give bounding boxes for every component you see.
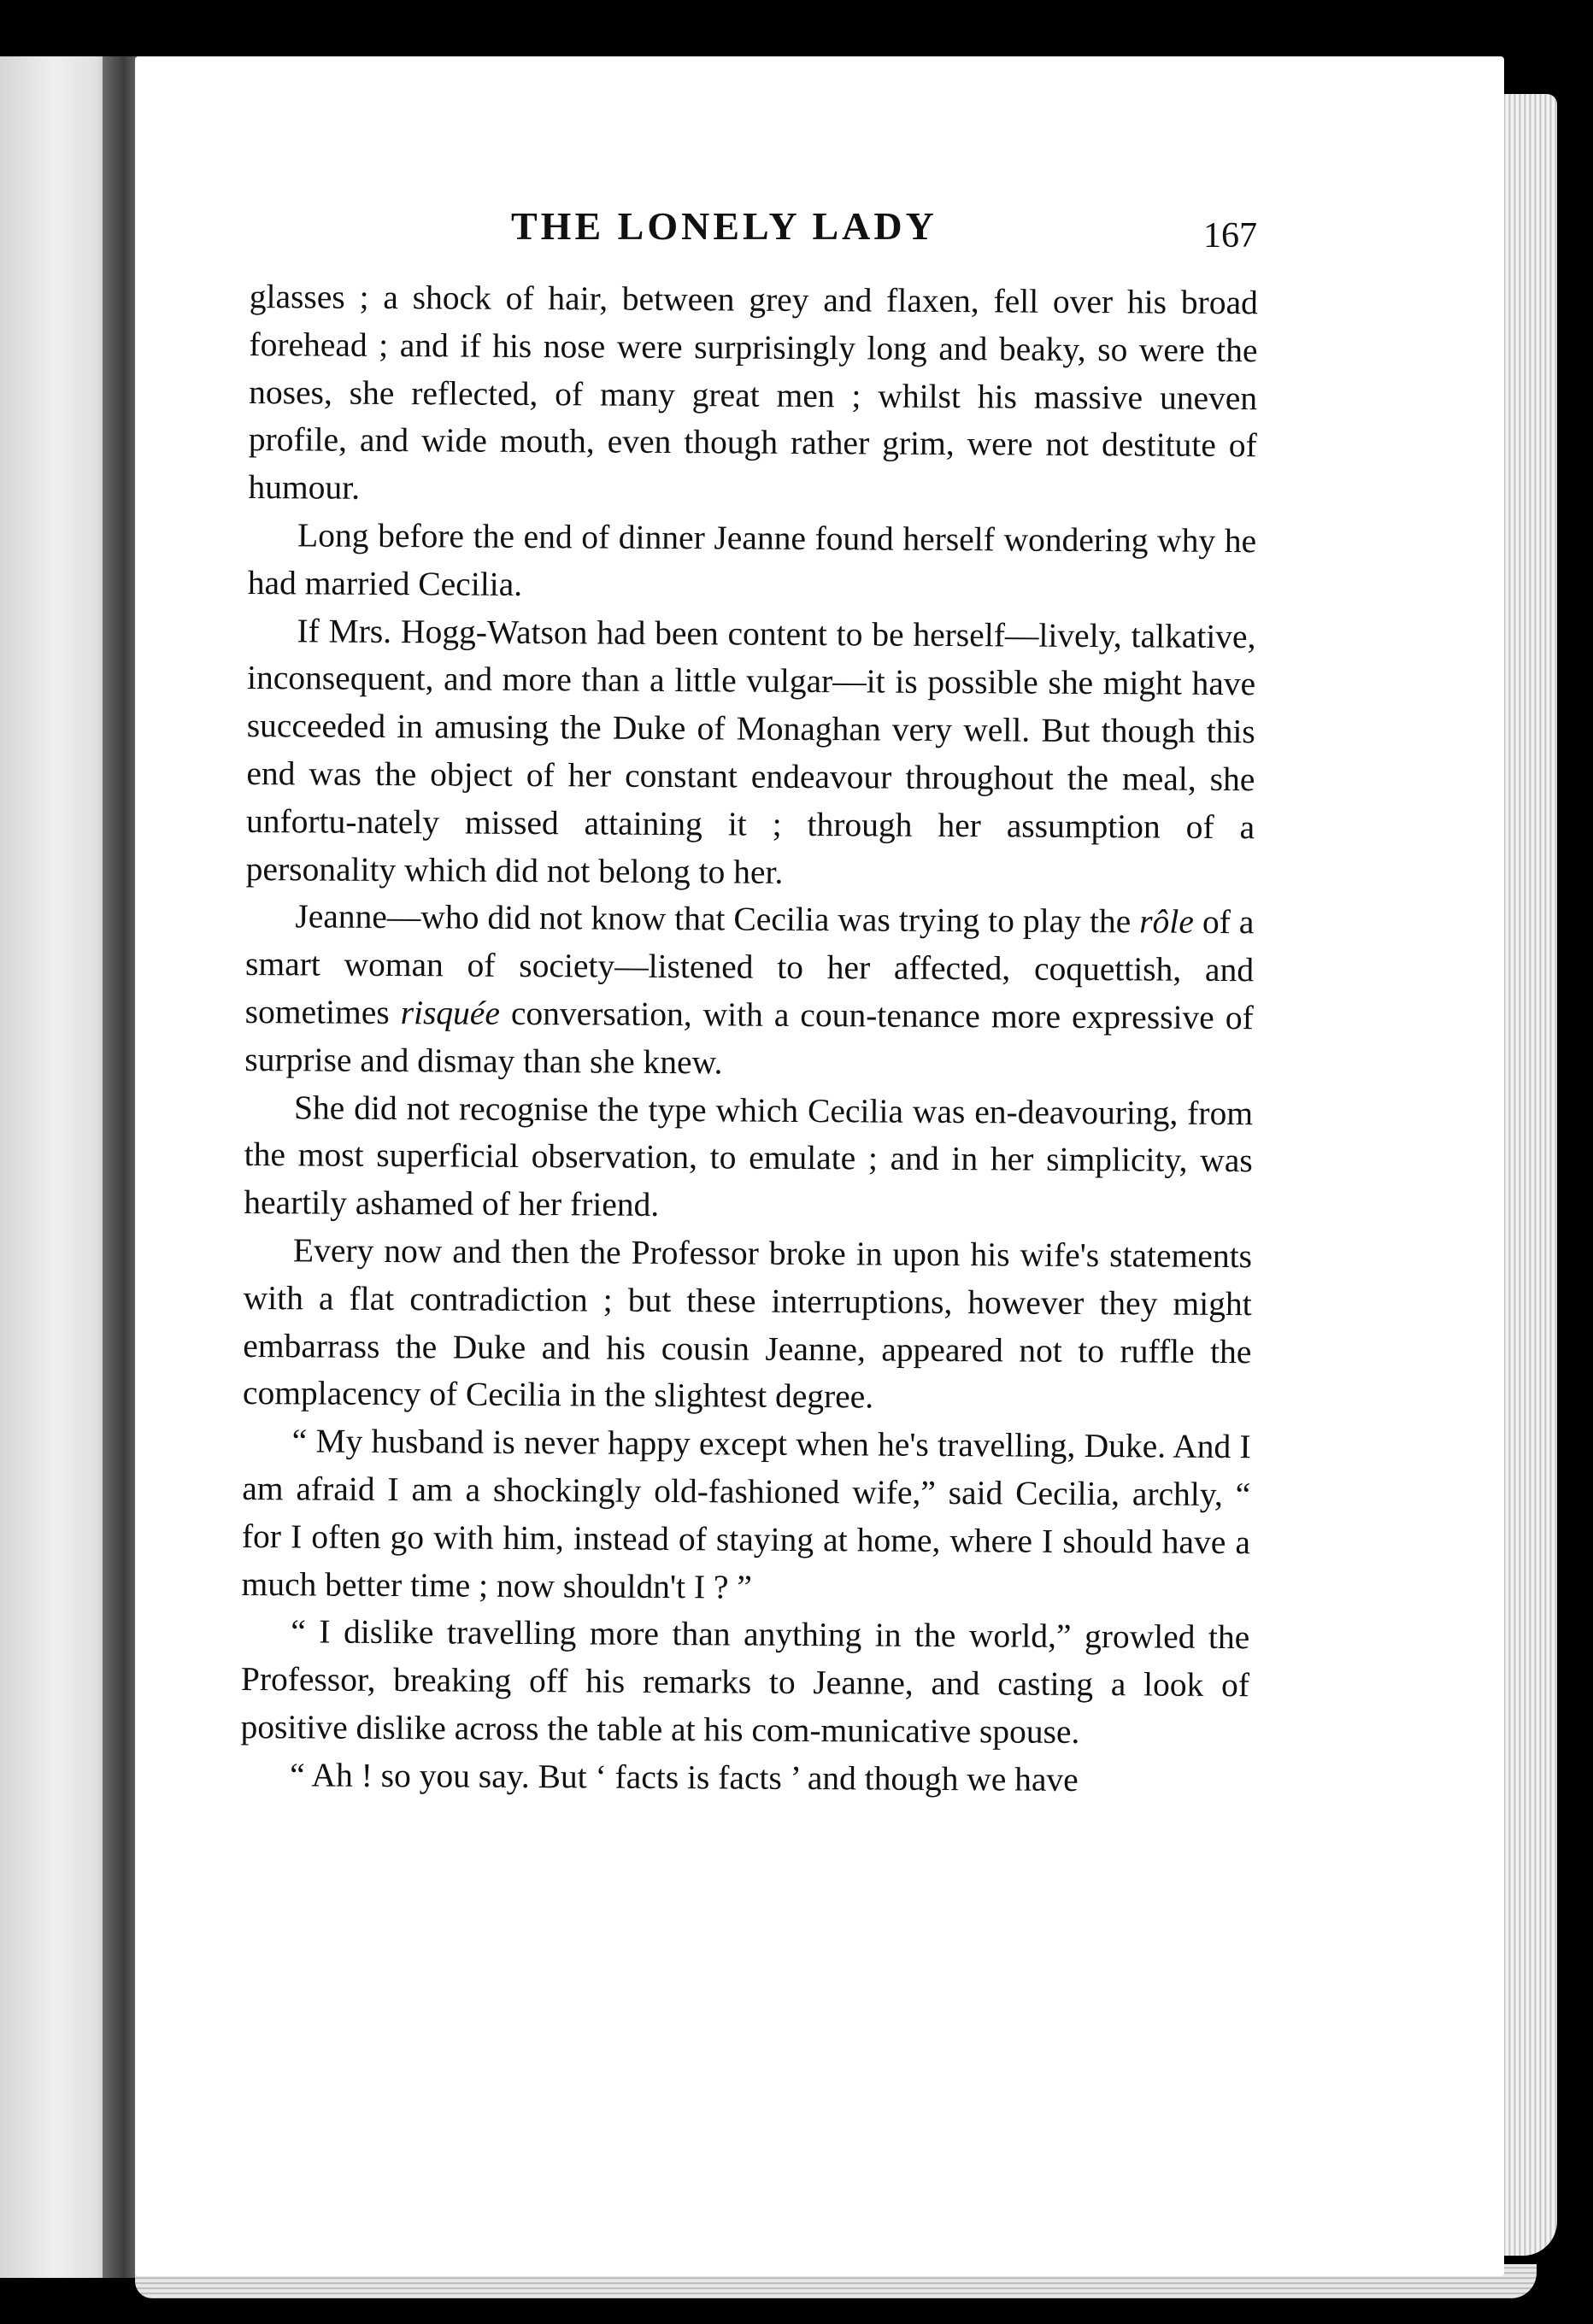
paragraph [240,1608,1249,1758]
text-run: Every now and then the Professor broke in upon his wife's statements with a flat contradiction ; but these interruptions, however they might embarrass the Duke and his cousin Jeanne, appeared not to ruffle the complacency of Cecilia in the slightest degree. [242,1231,1253,1416]
page-number: 167 [1203,216,1257,255]
paragraph [243,1227,1252,1423]
text-run: of a smart woman of society—listened to her affected, coquettish, and sometimes [244,903,1255,1032]
paragraph [244,893,1254,1089]
text-run: conversation, with a coun-tenance more expressive of surprise and dismay than she knew. [244,994,1254,1082]
text-run: If Mrs. Hogg-Watson had been content to be herself—lively, talkative, inconsequent, and more than a little vulgar—it is possible she might have succeeded in amusing the Duke of Monaghan very well. But though this end was the object of her constant endeavour throughout the meal, she unfortu-nately missed attaining it ; through her assumption of a personality which did not belong to her. [245,611,1256,891]
text-run: “ I dislike travelling more than anything in the world,” growled the Professor, breaking off his remarks to Jeanne, and casting a look of positive dislike across the table at his com-municative spouse. [240,1612,1250,1751]
paragraph [248,273,1258,518]
italic-text: risquée [400,994,501,1032]
paragraph [240,1752,1249,1805]
text-run: glasses ; a shock of hair, between grey and flaxen, fell over his broad forehead ; and if his nose were surprisingly long and beaky, so were the noses, she reflected, of many great men ; whilst his massive uneven profile, and wide mouth, even though rather grim, were not destitute of humour. [248,277,1258,507]
text-run: “ My husband is never happy except when he's travelling, Duke. And I am afraid I am a shockingly old-fashioned wife,” said Cecilia, archly, “ for I often go with him, instead of staying at home, where I should have a much better time ; now shouldn't I ? ” [241,1422,1251,1606]
page-stack-edge [1496,94,1557,2256]
paragraph [248,512,1257,613]
body-text [240,273,1258,1805]
text-run: She did not recognise the type which Cecilia was en-deavouring, from the most superficial observation, to emulate ; and in her simplicity, was heartily ashamed of her friend. [244,1088,1254,1224]
running-head: THE LONELY LADY [511,204,938,248]
paragraph [244,1084,1253,1234]
italic-text: rôle [1139,902,1195,942]
paragraph [246,607,1256,900]
text-run: “ Ah ! so you say. But ‘ facts is facts ’ and though we have [290,1756,1079,1799]
text-run: Long before the end of dinner Jeanne found herself wondering why he had married Cecilia. [247,516,1257,603]
paragraph [241,1417,1250,1614]
text-run: Jeanne—who did not know that Cecilia was trying to play the [295,897,1140,941]
